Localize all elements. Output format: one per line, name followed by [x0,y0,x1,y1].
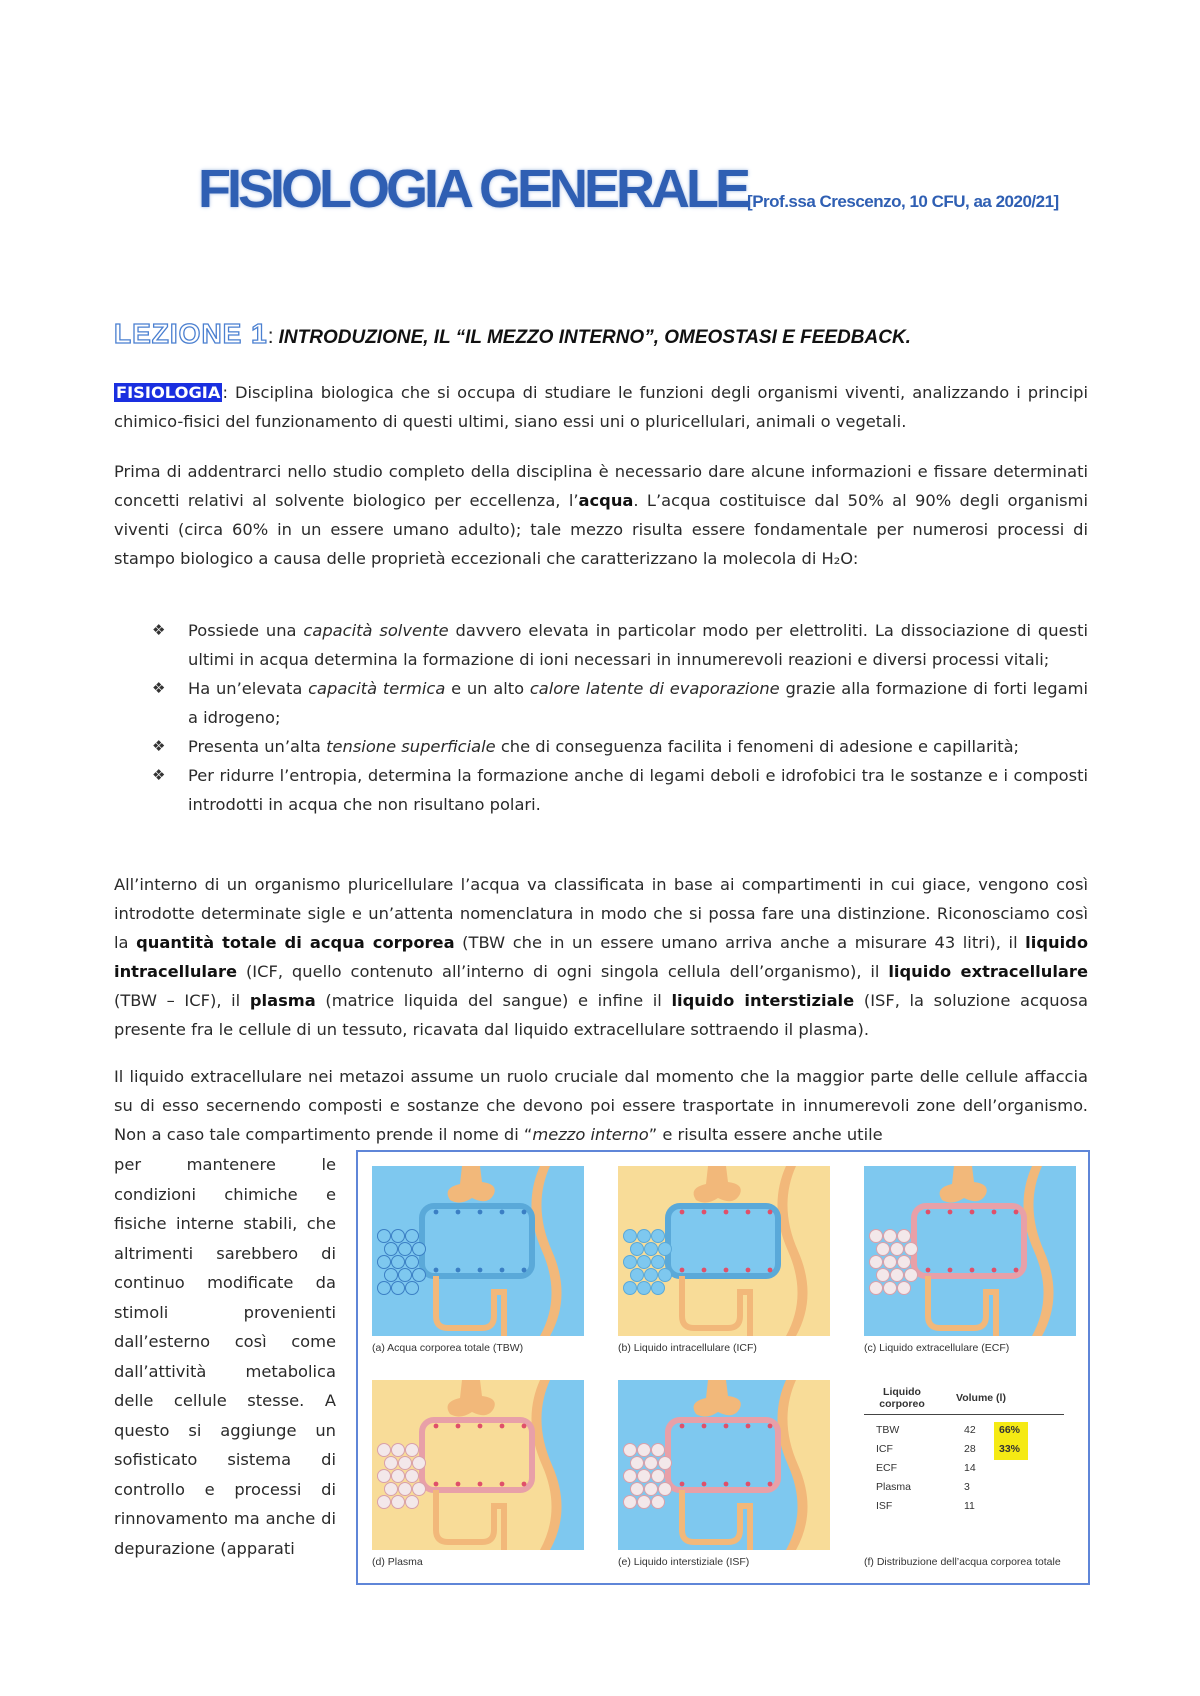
cell-cluster [631,1483,644,1496]
list-item: ❖ Per ridurre l’entropia, determina la formazione anche di legami deboli e idrofobici tra le sostanze e i composti introdotti in acqua che non risultano polari. [114,761,1088,819]
table-cell-fluid: ECF [876,1462,897,1474]
cell-cluster [378,1496,391,1509]
ion-dot [926,1210,931,1215]
ion-dot [500,1268,505,1273]
compartments-paragraph: All’interno di un organismo pluricellulare l’acqua va classificata in base ai compartimenti in cui giace, vengono così introdotte determinate sigle e un’attenta nomenclatura in modo che si possa fare una distinzione. Riconosciamo così la quantità totale di acqua corporea (TBW che in un essere umano arriva anche a misurare 43 litri), il liquido intracellulare (ICF, quello contenuto all’interno di ogni singola cellula dell’organismo), il liquido extracellulare (TBW – ICF), il plasma (matrice liquida del sangue) e infine il liquido interstiziale (ISF, la soluzione acquosa presente fra le cellule di un tessuto, ricavata dal liquido extracellulare sottraendo il plasma). [114,875,1088,1039]
table-cell-fluid: Plasma [876,1481,912,1493]
wrapped-text: per mantenere le condizioni chimiche e fisiche interne stabili, che altrimenti sarebbero di continuo modificate da stimoli provenienti dall’esterno così come dall’attività metabolica delle cellule stesse. A questo si aggiunge un sofisticato sistema di controllo e processi di rinnovamento ma anche di depurazione (apparati [114,1155,336,1558]
cell-cluster [624,1282,637,1295]
cell-cluster [385,1457,398,1470]
ion-dot [456,1424,461,1429]
ion-dot [478,1482,483,1487]
cell-cluster [638,1470,651,1483]
panel-b [618,1166,830,1356]
ion-dot [724,1268,729,1273]
cell-cluster [624,1444,637,1457]
cell [422,1206,532,1276]
ion-dot [948,1210,953,1215]
ion-dot [746,1424,751,1429]
water-text-2: . L’acqua costituisce dal 50% al 90% degli organismi viventi (circa 60% in un essere umano adulto); tale mezzo risulta essere fondamentale per numerosi processi di stampo biologico a causa delle proprietà eccezionali che caratterizzano la molecola di H₂O: [114,491,1088,568]
ion-dot [478,1210,483,1215]
ion-dot [768,1482,773,1487]
cell-cluster [870,1230,883,1243]
cell-cluster [905,1269,918,1282]
lesson-heading [114,318,911,350]
ion-dot [522,1210,527,1215]
cell-cluster [652,1256,665,1269]
table-cell-volume: 28 [964,1443,976,1455]
ion-dot [434,1210,439,1215]
water-bold: acqua [578,491,634,510]
ion-dot [724,1424,729,1429]
panel-e [618,1380,830,1570]
ion-dot [768,1268,773,1273]
diamond-bullet-icon: ❖ [152,766,166,784]
cell-cluster [652,1230,665,1243]
ion-dot [702,1210,707,1215]
cell-cluster [624,1496,637,1509]
cell-cluster [870,1282,883,1295]
cell-cluster [898,1256,911,1269]
ion-dot [1014,1210,1019,1215]
ion-dot [456,1482,461,1487]
cell-cluster [392,1470,405,1483]
cell-cluster [399,1457,412,1470]
bold-term: quantità totale di acqua corporea [136,933,455,952]
cell-cluster [645,1243,658,1256]
cell-cluster [624,1230,637,1243]
highlighted-term: FISIOLOGIA [116,383,221,402]
cell-cluster [877,1269,890,1282]
water-text-1: Prima di addentrarci nello studio completo della disciplina è necessario dare alcune informazioni e fissare determinati concetti relativi al solvente biologico per eccellenza, l’ [114,462,1088,510]
ion-dot [478,1268,483,1273]
cell-cluster [638,1444,651,1457]
bold-term: liquido intracellulare [114,933,1088,981]
caption-d: (d) Plasma [372,1556,423,1568]
cell-cluster [884,1230,897,1243]
cell-cluster [905,1243,918,1256]
table-header-fluid: Liquido corporeo [879,1386,925,1410]
diamond-bullet-icon: ❖ [152,737,166,755]
caption-c: (c) Liquido extracellulare (ECF) [864,1342,1010,1354]
table-cell-fluid: ICF [876,1443,893,1455]
table-cell-fluid: TBW [876,1424,900,1436]
ion-dot [522,1482,527,1487]
panel-c [864,1166,1076,1356]
table-cell-percent: 33% [999,1443,1021,1455]
cell-cluster [659,1269,672,1282]
cell-cluster [399,1269,412,1282]
cell-cluster [406,1496,419,1509]
bold-term: liquido extracellulare [888,962,1088,981]
table-cell-volume: 14 [964,1462,976,1474]
cell-cluster [406,1256,419,1269]
cell-cluster [870,1256,883,1269]
ion-dot [970,1268,975,1273]
italic-term: mezzo interno [532,1125,649,1144]
properties-list [114,616,1088,819]
cell-cluster [413,1269,426,1282]
cell-cluster [652,1470,665,1483]
cell-cluster [392,1230,405,1243]
ion-dot [926,1268,931,1273]
table-rule [864,1414,1064,1415]
ion-dot [1014,1268,1019,1273]
cell-cluster [631,1457,644,1470]
panel-a [372,1166,584,1356]
cell-cluster [399,1483,412,1496]
diamond-bullet-icon: ❖ [152,621,166,639]
cell-cluster [413,1243,426,1256]
list-item: ❖ Possiede una capacità solvente davvero elevata in particolar modo per elettroliti. La dissociazione di questi ultimi in acqua determina la formazione di ioni necessari in innumerevoli reazioni e diversi processi vitali; [114,616,1088,674]
ion-dot [702,1424,707,1429]
ion-dot [970,1210,975,1215]
title-text: FISIOLOGIA GENERALE [198,159,748,219]
caption-f: (f) Distribuzione dell’acqua corporea totale [864,1556,1061,1568]
volume-table [864,1380,1076,1550]
ion-dot [768,1210,773,1215]
ion-dot [724,1210,729,1215]
ion-dot [500,1424,505,1429]
ion-dot [702,1482,707,1487]
cell-cluster [385,1269,398,1282]
cell-cluster [406,1230,419,1243]
ion-dot [456,1210,461,1215]
ion-dot [522,1424,527,1429]
cell-cluster [378,1230,391,1243]
bold-term: plasma [249,991,316,1010]
ion-dot [456,1268,461,1273]
cell-cluster [877,1243,890,1256]
ion-dot [746,1210,751,1215]
cell [668,1206,778,1276]
cell-cluster [406,1444,419,1457]
cell-cluster [638,1282,651,1295]
cell-cluster [659,1457,672,1470]
caption-b: (b) Liquido intracellulare (ICF) [618,1342,757,1354]
cell-cluster [385,1483,398,1496]
ion-dot [680,1210,685,1215]
cell-cluster [392,1444,405,1457]
cell [914,1206,1024,1276]
ion-dot [746,1482,751,1487]
table-header-volume: Volume (l) [956,1392,1006,1404]
lesson-topic: INTRODUZIONE, IL “IL MEZZO INTERNO”, OMEOSTASI E FEEDBACK. [278,327,911,348]
ion-dot [434,1424,439,1429]
cell-cluster [631,1243,644,1256]
lesson-colon: : [267,325,274,348]
caption-a: (a) Acqua corporea totale (TBW) [372,1342,524,1354]
cell-cluster [392,1282,405,1295]
cell-cluster [406,1282,419,1295]
table-cell-volume: 3 [964,1481,970,1493]
cell-cluster [392,1496,405,1509]
table-cell-volume: 42 [964,1424,976,1436]
document-title [198,158,1059,220]
cell-cluster [413,1483,426,1496]
cell-cluster [392,1256,405,1269]
cell-cluster [638,1230,651,1243]
ion-dot [746,1268,751,1273]
ion-dot [702,1268,707,1273]
cell-cluster [645,1457,658,1470]
ion-dot [680,1482,685,1487]
cell-cluster [624,1470,637,1483]
table-cell-fluid: ISF [876,1500,893,1512]
cell-cluster [652,1444,665,1457]
cell-cluster [378,1470,391,1483]
cell-cluster [652,1496,665,1509]
cell-cluster [645,1269,658,1282]
cell-cluster [891,1243,904,1256]
diamond-bullet-icon: ❖ [152,679,166,697]
ecf-paragraph: Il liquido extracellulare nei metazoi assume un ruolo cruciale dal momento che la maggior parte delle cellule affaccia su di esso secernendo composti e sostanze che devono poi essere trasportate in innumerevoli zone dell’organismo. Non a caso tale compartimento prende il nome di “mezzo interno” e risulta essere anche utile [114,1067,1088,1144]
cell-cluster [378,1444,391,1457]
cell-cluster [659,1243,672,1256]
cell-cluster [413,1457,426,1470]
cell-cluster [631,1269,644,1282]
ion-dot [724,1482,729,1487]
water-paragraph [114,457,1088,573]
ion-dot [500,1210,505,1215]
cell-cluster [638,1496,651,1509]
cell-cluster [406,1470,419,1483]
ion-dot [992,1268,997,1273]
panel-d [372,1380,584,1570]
ion-dot [434,1482,439,1487]
list-item: ❖ Ha un’elevata capacità termica e un alto calore latente di evaporazione grazie alla formazione di forti legami a idrogeno; [114,674,1088,732]
list-item: ❖ Presenta un’alta tensione superficiale che di conseguenza facilita i fenomeni di adesione e capillarità; [114,732,1088,761]
ion-dot [992,1210,997,1215]
ion-dot [434,1268,439,1273]
table-cell-percent: 66% [999,1424,1021,1436]
cell-cluster [652,1282,665,1295]
cell-cluster [385,1243,398,1256]
ion-dot [948,1268,953,1273]
cell-cluster [884,1256,897,1269]
cell-cluster [659,1483,672,1496]
cell [668,1420,778,1490]
cell-cluster [638,1256,651,1269]
body-water-figure [356,1150,1090,1585]
table-cell-volume: 11 [964,1500,975,1512]
ion-dot [768,1424,773,1429]
cell-cluster [399,1243,412,1256]
caption-e: (e) Liquido interstiziale (ISF) [618,1556,750,1568]
ion-dot [680,1268,685,1273]
cell-cluster [378,1282,391,1295]
ion-dot [680,1424,685,1429]
bold-term: liquido interstiziale [671,991,855,1010]
cell-cluster [898,1230,911,1243]
cell-cluster [624,1256,637,1269]
cell-cluster [898,1282,911,1295]
cell-cluster [645,1483,658,1496]
definition-paragraph [114,378,1088,436]
course-info: [Prof.ssa Crescenzo, 10 CFU, aa 2020/21] [747,192,1059,211]
cell-cluster [378,1256,391,1269]
cell [422,1420,532,1490]
definition-text: : Disciplina biologica che si occupa di studiare le funzioni degli organismi viventi, analizzando i principi chimico-fisici del funzionamento di questi ultimi, siano essi uni o pluricellulari, animali o vegetali. [114,383,1088,431]
ion-dot [500,1482,505,1487]
ion-dot [522,1268,527,1273]
ion-dot [478,1424,483,1429]
cell-cluster [884,1282,897,1295]
cell-cluster [891,1269,904,1282]
lesson-label: LEZIONE 1 [114,318,268,349]
